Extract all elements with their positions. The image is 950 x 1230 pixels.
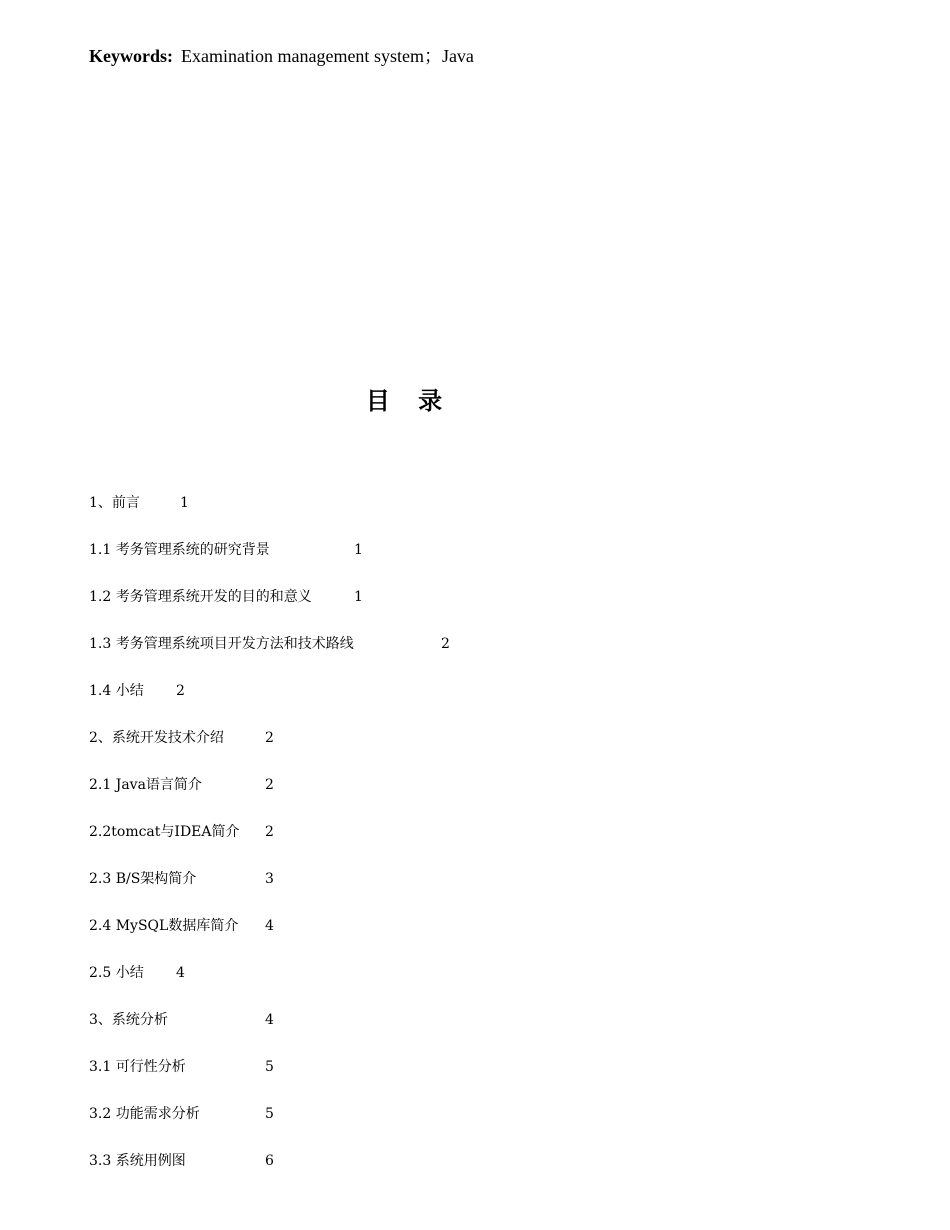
- toc-entry-text: 1.1 考务管理系统的研究背景: [89, 542, 270, 558]
- toc-entry-page: 2: [265, 730, 274, 746]
- toc-entry-text: 2.4 MySQL数据库简介: [89, 918, 239, 934]
- table-of-contents: [89, 490, 450, 1195]
- toc-entry[interactable]: [89, 537, 450, 584]
- toc-entry[interactable]: [89, 584, 450, 631]
- toc-entry-page: 2: [265, 777, 274, 793]
- toc-entry-page: 6: [265, 1153, 274, 1169]
- toc-entry-text: 1、前言: [89, 495, 140, 511]
- toc-entry[interactable]: [89, 1101, 450, 1148]
- toc-entry[interactable]: [89, 725, 450, 772]
- toc-title: 目 录: [365, 387, 453, 415]
- toc-entry-text: 3.1 可行性分析: [89, 1059, 186, 1075]
- toc-entry-page: 1: [354, 542, 363, 558]
- toc-entry-text: 2.2tomcat与IDEA简介: [89, 824, 240, 840]
- toc-entry[interactable]: [89, 631, 450, 678]
- toc-entry-text: 3.2 功能需求分析: [89, 1106, 200, 1122]
- toc-entry[interactable]: [89, 1054, 450, 1101]
- toc-entry[interactable]: [89, 678, 450, 725]
- keywords-label: Keywords:: [89, 46, 173, 66]
- toc-entry-page: 4: [265, 1012, 274, 1028]
- toc-entry-page: 4: [265, 918, 274, 934]
- toc-entry-text: 1.2 考务管理系统开发的目的和意义: [89, 589, 312, 605]
- toc-entry-page: 4: [176, 965, 185, 981]
- toc-entry-page: 1: [354, 589, 363, 605]
- toc-entry-text: 3、系统分析: [89, 1012, 168, 1028]
- toc-entry-text: 2.5 小结: [89, 965, 144, 981]
- toc-entry-page: 2: [265, 824, 274, 840]
- toc-entry-page: 5: [265, 1106, 274, 1122]
- toc-entry-page: 3: [265, 871, 274, 887]
- toc-entry[interactable]: [89, 819, 450, 866]
- keywords-line: [89, 44, 474, 68]
- toc-entry-text: 1.3 考务管理系统项目开发方法和技术路线: [89, 636, 354, 652]
- toc-entry[interactable]: [89, 913, 450, 960]
- toc-entry-page: 2: [176, 683, 185, 699]
- toc-entry[interactable]: [89, 490, 450, 537]
- toc-entry-text: 2、系统开发技术介绍: [89, 730, 224, 746]
- keywords-value: Examination management system；Java: [181, 46, 474, 66]
- toc-entry[interactable]: [89, 1007, 450, 1054]
- toc-entry[interactable]: [89, 866, 450, 913]
- toc-entry[interactable]: [89, 1148, 450, 1195]
- toc-entry-page: 5: [265, 1059, 274, 1075]
- toc-entry-text: 2.3 B/S架构简介: [89, 871, 197, 887]
- toc-entry[interactable]: [89, 772, 450, 819]
- toc-entry-text: 3.3 系统用例图: [89, 1153, 186, 1169]
- toc-entry[interactable]: [89, 960, 450, 1007]
- toc-entry-page: 2: [441, 636, 450, 652]
- toc-entry-text: 1.4 小结: [89, 683, 144, 699]
- toc-entry-text: 2.1 Java语言简介: [89, 777, 202, 793]
- toc-entry-page: 1: [180, 495, 189, 511]
